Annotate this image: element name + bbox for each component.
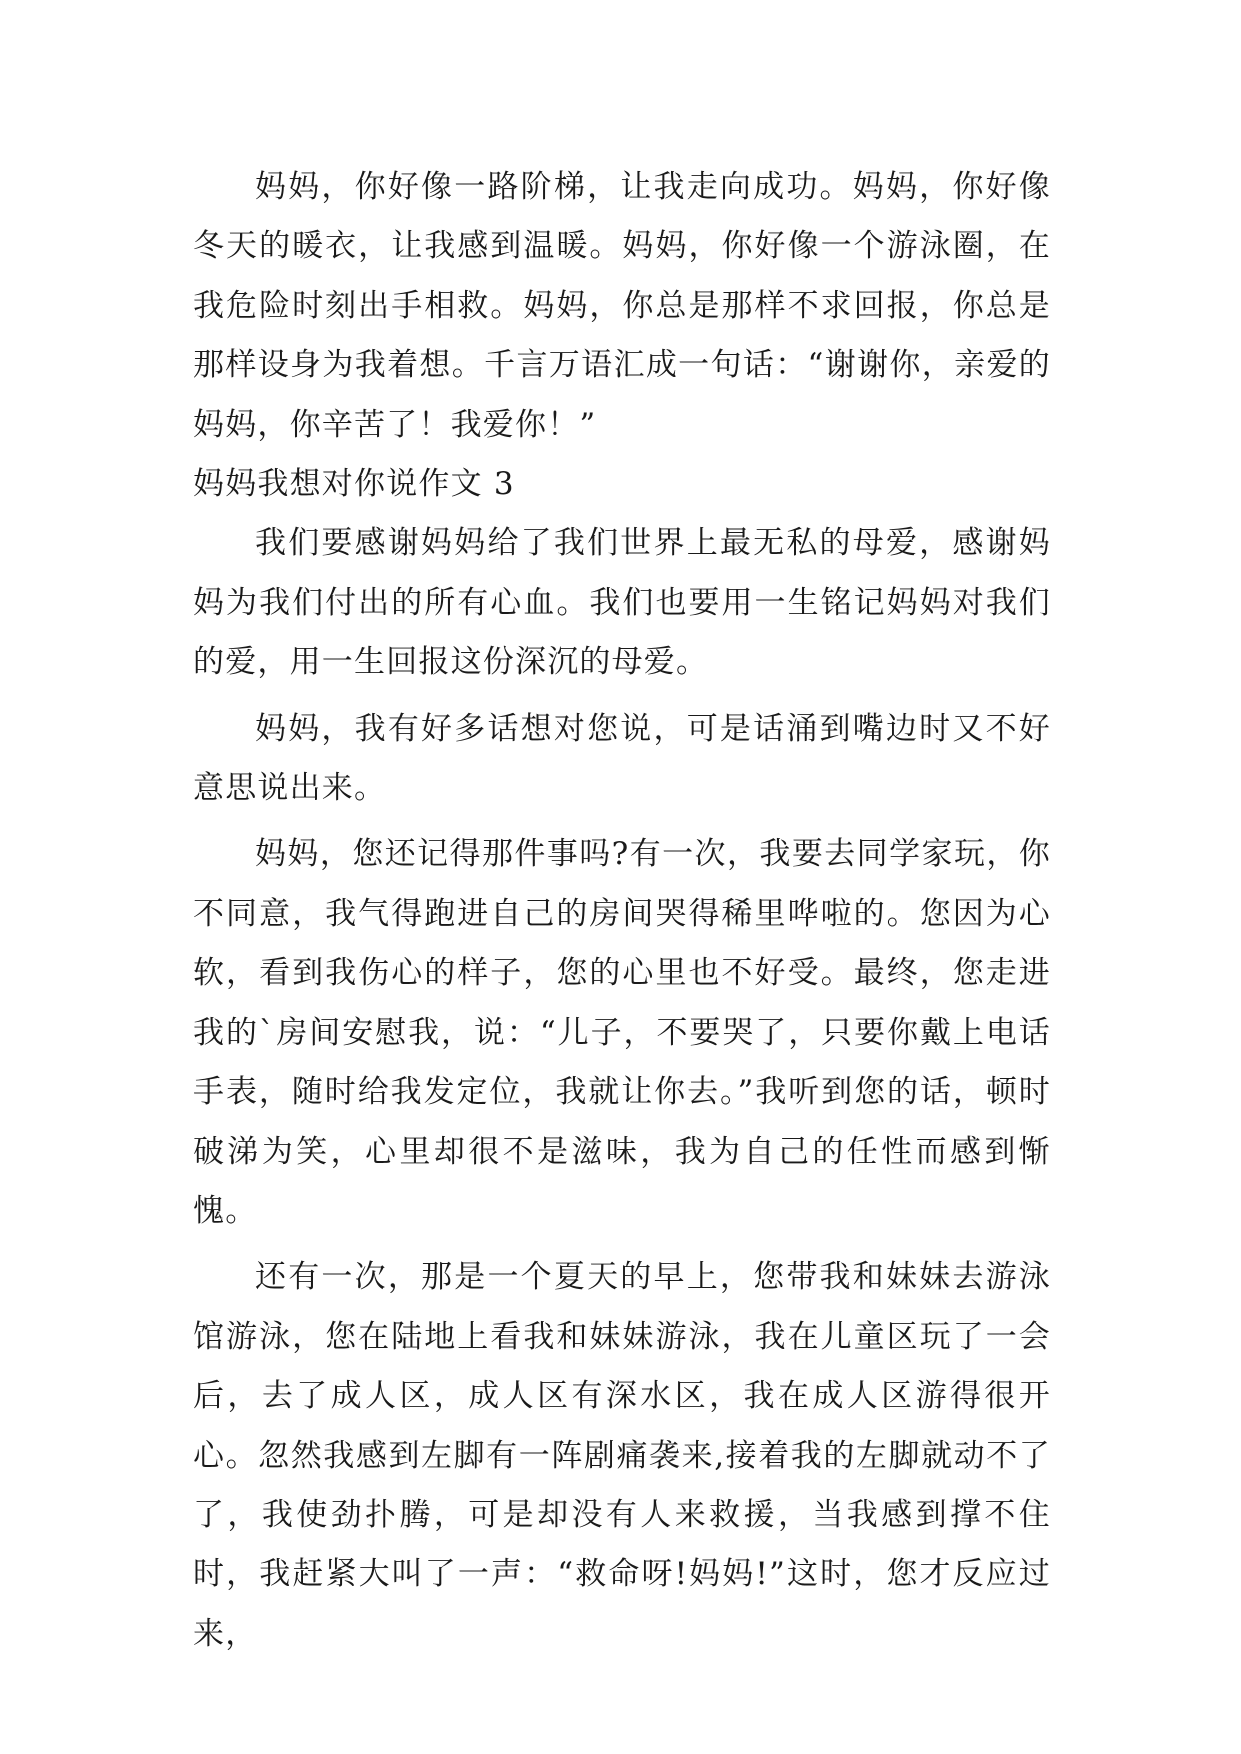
section-title: 妈妈我想对你说作文 3: [193, 466, 515, 503]
paragraph: 我们要感谢妈妈给了我们世界上最无私的母爱，感谢妈妈为我们付出的所有心血。我们也要用一生铭记妈妈对我们的爱，用一生回报这份深沉的母爱。: [193, 525, 1051, 681]
paragraph: 妈妈，你好像一路阶梯，让我走向成功。妈妈，你好像冬天的暖衣，让我感到温暖。妈妈，你好像一个游泳圈，在我危险时刻出手相救。妈妈，你总是那样不求回报，你总是那样设身为我着想。千言万语汇成一句话：“谢谢你，亲爱的妈妈，你辛苦了！我爱你！”: [193, 169, 1051, 443]
paragraph-spacer: [193, 693, 1051, 700]
paragraph-spacer: [193, 1241, 1051, 1248]
document-body: [193, 158, 1051, 1664]
paragraph: 妈妈，您还记得那件事吗?有一次，我要去同学家玩，你不同意，我气得跑进自己的房间哭得稀里哗啦的。您因为心软，看到我伤心的样子，您的心里也不好受。最终，您走进我的`房间安慰我，说：“儿子，不要哭了，只要你戴上电话手表，随时给我发定位，我就让你去。”我听到您的话，顿时破涕为笑，心里却很不是滋味，我为自己的任性而感到惭愧。: [193, 836, 1051, 1229]
paragraph: 还有一次，那是一个夏天的早上，您带我和妹妹去游泳馆游泳，您在陆地上看我和妹妹游泳，我在儿童区玩了一会后，去了成人区，成人区有深水区，我在成人区游得很开心。忽然我感到左脚有一阵剧痛袭来,接着我的左脚就动不了了，我使劲扑腾，可是却没有人来救援，当我感到撑不住时，我赶紧大叫了一声：“救命呀!妈妈!”这时，您才反应过来，: [193, 1259, 1051, 1652]
paragraph: 妈妈，我有好多话想对您说，可是话涌到嘴边时又不好意思说出来。: [193, 710, 1051, 807]
paragraph-spacer: [193, 818, 1051, 825]
